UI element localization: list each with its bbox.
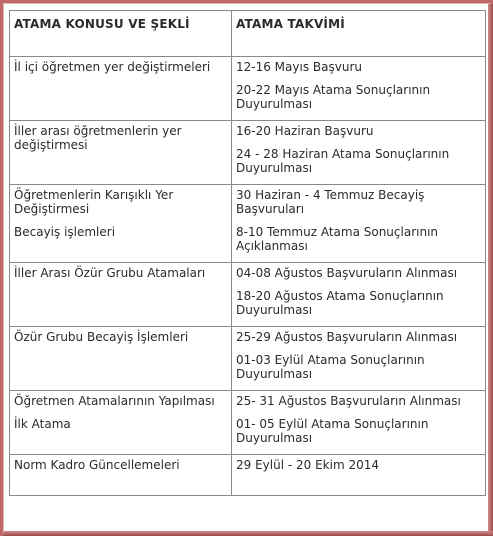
topic-cell — [10, 455, 232, 496]
table-row — [10, 57, 486, 121]
schedule-text: 25- 31 Ağustos Başvuruların Alınması — [236, 394, 461, 408]
topic-cell — [10, 57, 232, 121]
schedule-text: 18-20 Ağustos Atama Sonuçlarının Duyurulması — [236, 289, 444, 317]
schedule-cell — [232, 263, 486, 327]
topic-text: İller arası öğretmenlerin yer değiştirmesi — [14, 124, 182, 152]
schedule-text: 24 - 28 Haziran Atama Sonuçlarının Duyurulması — [236, 147, 450, 175]
schedule-text: 30 Haziran - 4 Temmuz Becayiş Başvuruları — [236, 188, 425, 216]
schedule-column-header: ATAMA TAKVİMİ — [232, 11, 486, 57]
schedule-cell — [232, 185, 486, 263]
schedule-text: 12-16 Mayıs Başvuru — [236, 60, 362, 74]
topic-text: İl içi öğretmen yer değiştirmeleri — [14, 60, 211, 74]
header-row — [10, 11, 486, 57]
topic-text: Norm Kadro Güncellemeleri — [14, 458, 180, 472]
topic-cell — [10, 263, 232, 327]
frame-shadow-right — [488, 4, 493, 536]
topic-text: Becayiş işlemleri — [14, 225, 116, 239]
schedule-text: 29 Eylül - 20 Ekim 2014 — [236, 458, 379, 472]
schedule-text: 20-22 Mayıs Atama Sonuçlarının Duyurulması — [236, 83, 431, 111]
schedule-cell — [232, 391, 486, 455]
table-row — [10, 121, 486, 185]
schedule-text: 01- 05 Eylül Atama Sonuçlarının Duyurulması — [236, 417, 429, 445]
topic-text: Öğretmen Atamalarının Yapılması — [14, 394, 215, 408]
topic-text: İlk Atama — [14, 417, 71, 431]
schedule-cell — [232, 121, 486, 185]
topic-text: İller Arası Özür Grubu Atamaları — [14, 266, 206, 280]
assignment-schedule-table — [9, 10, 486, 496]
schedule-text: 8-10 Temmuz Atama Sonuçlarının Açıklanması — [236, 225, 439, 253]
frame-shadow-bottom — [4, 531, 493, 536]
topic-cell — [10, 121, 232, 185]
table-row — [10, 185, 486, 263]
schedule-text: 16-20 Haziran Başvuru — [236, 124, 374, 138]
schedule-cell — [232, 327, 486, 391]
table-row — [10, 263, 486, 327]
topic-text: Özür Grubu Becayiş İşlemleri — [14, 330, 189, 344]
schedule-cell — [232, 57, 486, 121]
topic-cell — [10, 391, 232, 455]
schedule-text: 04-08 Ağustos Başvuruların Alınması — [236, 266, 458, 280]
topic-text: Öğretmenlerin Karışıklı Yer Değiştirmesi — [14, 188, 174, 216]
topic-column-header: ATAMA KONUSU VE ŞEKLİ — [10, 11, 232, 57]
topic-cell — [10, 185, 232, 263]
table-row — [10, 391, 486, 455]
table-row — [10, 327, 486, 391]
topic-cell — [10, 327, 232, 391]
schedule-text: 25-29 Ağustos Başvuruların Alınması — [236, 330, 458, 344]
schedule-cell — [232, 455, 486, 496]
table-row — [10, 455, 486, 496]
schedule-text: 01-03 Eylül Atama Sonuçlarının Duyurulması — [236, 353, 425, 381]
